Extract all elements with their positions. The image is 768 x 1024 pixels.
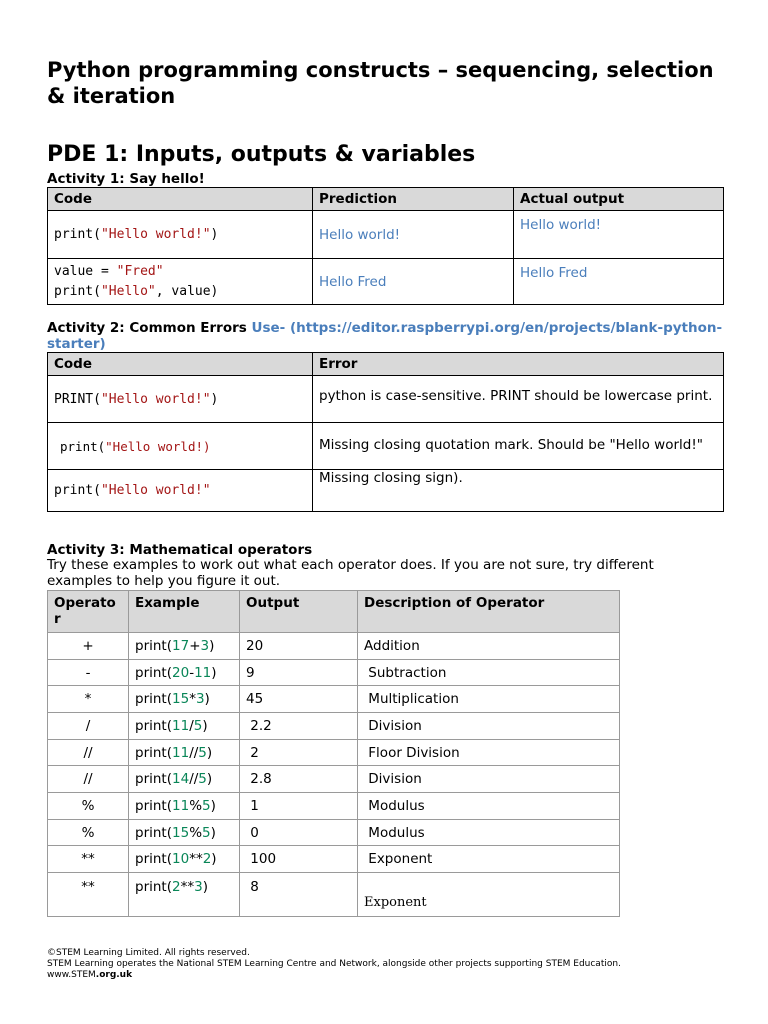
code-text: print( (135, 744, 172, 761)
description-cell: Modulus (358, 793, 620, 820)
example-cell (129, 873, 240, 917)
table-row (48, 259, 724, 305)
code-text: print( (135, 798, 172, 814)
table-row (48, 766, 620, 793)
output-cell: 2.2 (240, 713, 358, 740)
operator-cell: % (48, 820, 129, 846)
operators-body (48, 633, 620, 917)
column-header: Operator (48, 591, 129, 633)
column-header: Code (48, 188, 313, 211)
description-cell: Division (358, 766, 620, 793)
example-cell (129, 820, 240, 846)
code-text: , value) (155, 283, 219, 299)
output-cell: 2 (240, 740, 358, 766)
operator-cell: // (48, 766, 129, 793)
code-text: print( (135, 851, 172, 867)
number-operand: 10 (172, 851, 190, 867)
column-header: Code (48, 353, 313, 376)
table-row (48, 686, 620, 713)
code-text: ) (209, 638, 215, 654)
description-cell: Modulus (358, 820, 620, 846)
description-cell: Addition (358, 633, 620, 660)
operator-cell: ** (48, 846, 129, 873)
column-header: Description of Operator (358, 591, 620, 633)
code-text: print( (135, 691, 172, 707)
table-row (48, 820, 620, 846)
activity1-heading: Activity 1: Say hello! (47, 171, 205, 187)
example-cell (129, 846, 240, 873)
operator-symbol: + (189, 638, 201, 654)
output-cell: 9 (240, 660, 358, 686)
table-row (48, 470, 724, 512)
operator-cell: // (48, 740, 129, 766)
output-cell: 2.8 (240, 766, 358, 793)
description-cell: Multiplication (358, 686, 620, 713)
website-domain: .org.uk (95, 970, 133, 980)
table-row (48, 211, 724, 259)
footer (47, 948, 621, 981)
copyright-text: ©STEM Learning Limited. All rights reserved. (47, 948, 250, 958)
output-cell: 100 (240, 846, 358, 873)
code-text: ) (211, 851, 217, 867)
operator-symbol: ** (180, 879, 195, 895)
actual-output-cell: Hello Fred (514, 259, 724, 305)
code-cell (48, 423, 313, 470)
number-operand: 5 (198, 771, 207, 787)
description-cell: Exponent (358, 846, 620, 873)
operator-symbol: / (189, 718, 194, 734)
output-cell: 45 (240, 686, 358, 713)
page-title: Python programming constructs – sequencing, selection & iteration (47, 58, 714, 108)
activity2-heading (47, 320, 727, 352)
code-text: print( (135, 664, 172, 681)
example-cell (129, 740, 240, 766)
table-header-row (48, 353, 724, 376)
code-text: print( (135, 638, 172, 654)
example-cell (129, 686, 240, 713)
example-cell (129, 633, 240, 660)
number-operand: 11 (194, 664, 212, 681)
code-string: "Fred" (116, 263, 164, 279)
activity1-table (47, 187, 724, 305)
footer-description: STEM Learning operates the National STEM Learning Centre and Network, alongside other projects supporting STEM Education. (47, 959, 621, 969)
code-string: "Hello world!" (100, 483, 211, 498)
code-text: ) (210, 824, 216, 841)
number-operand: 15 (172, 691, 190, 707)
code-text: ) (202, 879, 208, 895)
number-operand: 3 (194, 879, 203, 895)
code-text: ) (210, 227, 219, 242)
example-cell (129, 713, 240, 740)
code-text: PRINT( (54, 391, 101, 407)
operator-symbol: // (189, 744, 199, 761)
activity3-intro: Try these examples to work out what each operator does. If you are not sure, try different examples to help you figure it out. (47, 557, 654, 589)
website-prefix: www.STEM (47, 970, 96, 980)
code-text: value = (54, 263, 117, 279)
code-cell (48, 259, 313, 305)
column-header: Actual output (514, 188, 724, 211)
column-header: Prediction (313, 188, 514, 211)
number-operand: 15 (172, 824, 190, 841)
activity3-heading: Activity 3: Mathematical operators (47, 542, 313, 558)
code-text: print( (54, 227, 101, 242)
number-operand: 5 (202, 824, 211, 841)
code-string: "Hello world!" (100, 391, 211, 407)
output-cell: 20 (240, 633, 358, 660)
error-cell: python is case-sensitive. PRINT should be lowercase print. (313, 376, 724, 423)
operator-symbol: * (189, 691, 196, 707)
code-text: print( (135, 718, 172, 734)
error-cell: Missing closing quotation mark. Should be "Hello world!" (313, 423, 724, 470)
number-operand: 17 (172, 638, 190, 654)
prediction-cell: Hello Fred (313, 259, 514, 305)
code-text: print( (135, 879, 172, 895)
table-row (48, 846, 620, 873)
example-cell (129, 660, 240, 686)
code-text: ) (204, 691, 210, 707)
code-cell (48, 376, 313, 423)
operator-cell: % (48, 793, 129, 820)
code-string: "Hello world!) (105, 438, 211, 454)
number-operand: 5 (198, 744, 207, 761)
operators-table (47, 590, 620, 917)
table-header-row (48, 188, 724, 211)
code-text: ) (210, 391, 219, 407)
operator-symbol: ** (189, 851, 203, 867)
code-string: "Hello" (100, 283, 156, 299)
operator-cell: ** (48, 873, 129, 917)
table-header-row (48, 591, 620, 633)
operator-symbol: % (189, 798, 203, 814)
table-row (48, 633, 620, 660)
operator-cell: - (48, 660, 129, 686)
example-cell (129, 766, 240, 793)
table-row (48, 713, 620, 740)
code-text: print( (135, 771, 172, 787)
code-text: ) (202, 718, 208, 734)
number-operand: 2 (172, 879, 181, 895)
prediction-cell: Hello world! (313, 211, 514, 259)
number-operand: 11 (172, 718, 190, 734)
description-cell: Subtraction (358, 660, 620, 686)
operator-symbol: // (189, 771, 199, 787)
activity2-title: Activity 2: Common Errors (47, 320, 247, 336)
code-text: print( (54, 483, 101, 498)
number-operand: 3 (195, 691, 205, 707)
output-cell: 1 (240, 793, 358, 820)
number-operand: 3 (200, 638, 210, 654)
table-row (48, 873, 620, 917)
section-title: PDE 1: Inputs, outputs & variables (47, 142, 476, 167)
code-text: print( (135, 824, 172, 841)
operator-cell: / (48, 713, 129, 740)
code-text: ) (206, 744, 213, 761)
description-cell: Floor Division (358, 740, 620, 766)
table-row (48, 660, 620, 686)
number-operand: 11 (172, 744, 190, 761)
output-cell: 8 (240, 873, 358, 917)
code-line (54, 282, 306, 302)
actual-output-cell: Hello world! (514, 211, 724, 259)
number-operand: 5 (193, 718, 203, 734)
number-operand: 2 (202, 851, 212, 867)
code-text: ) (210, 798, 216, 814)
number-operand: 11 (172, 798, 190, 814)
code-text: print( (54, 283, 101, 299)
number-operand: 20 (172, 664, 190, 681)
operator-cell: + (48, 633, 129, 660)
column-header: Example (129, 591, 240, 633)
code-cell (48, 211, 313, 259)
operator-symbol: - (189, 664, 195, 681)
code-line (54, 262, 306, 282)
error-cell: Missing closing sign). (313, 470, 724, 512)
code-cell (48, 470, 313, 512)
operator-symbol: % (189, 824, 203, 841)
operator-cell: * (48, 686, 129, 713)
table-row (48, 740, 620, 766)
table-row (48, 423, 724, 470)
number-operand: 14 (172, 771, 190, 787)
output-cell: 0 (240, 820, 358, 846)
code-text: ) (211, 664, 217, 681)
number-operand: 5 (202, 798, 211, 814)
editor-link[interactable]: Use- (https://editor.raspberrypi.org/en/projects/blank-python-starter) (47, 320, 723, 352)
footer-website (47, 970, 621, 981)
code-text: ) (206, 771, 213, 787)
table-row (48, 376, 724, 423)
description-cell: Exponent (358, 873, 620, 917)
column-header: Error (313, 353, 724, 376)
code-string: "Hello world!" (100, 227, 211, 242)
activity2-table (47, 352, 724, 512)
table-row (48, 793, 620, 820)
code-text: print( (60, 438, 106, 454)
example-cell (129, 793, 240, 820)
description-cell: Division (358, 713, 620, 740)
column-header: Output (240, 591, 358, 633)
